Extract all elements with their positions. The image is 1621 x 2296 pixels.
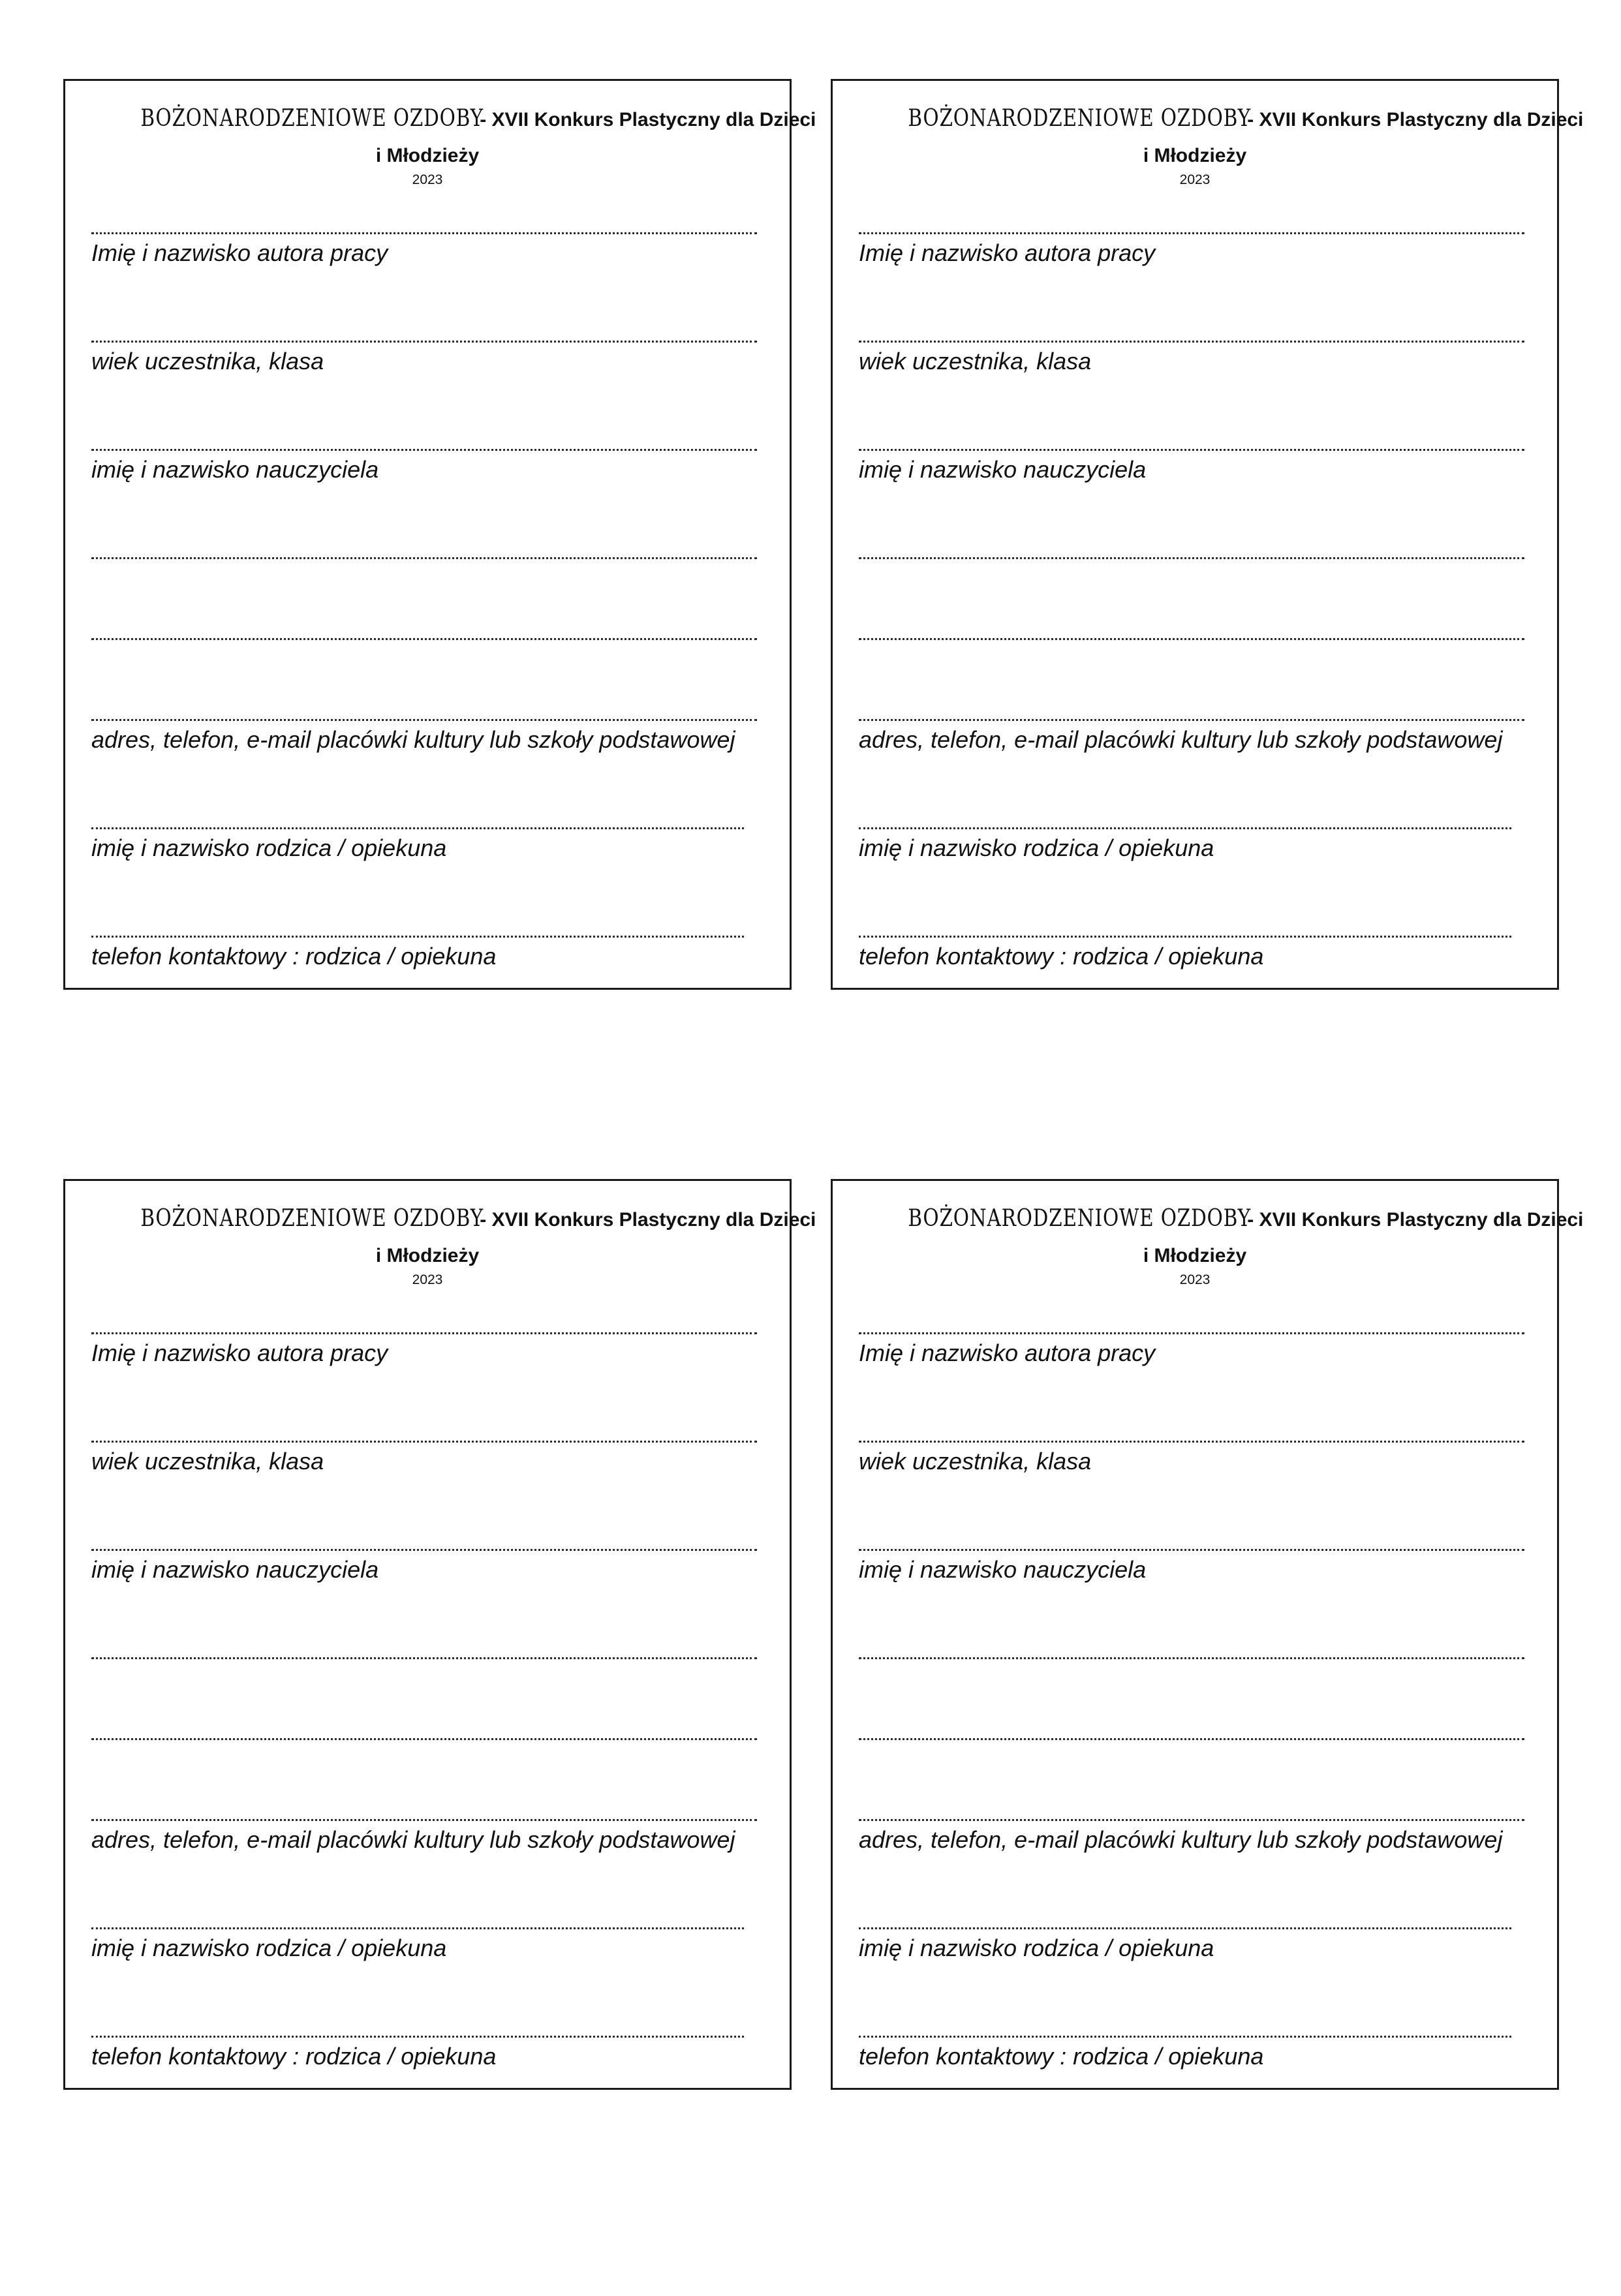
- institution-field-label: adres, telefon, e-mail placówki kultury lub szkoły podstawowej: [859, 726, 1503, 753]
- year: 2023: [412, 172, 443, 187]
- author-field-label: Imię i nazwisko autora pracy: [859, 239, 1156, 266]
- card-header: [65, 1199, 816, 1290]
- teacher-field-label: imię i nazwisko nauczyciela: [91, 456, 379, 483]
- title-decorative: BOŻONARODZENIOWE OZDOBY: [908, 1205, 1251, 1232]
- institution-field-line-3[interactable]: [859, 719, 1524, 721]
- parent-phone-field-line[interactable]: [859, 2036, 1511, 2038]
- parent-phone-field-line[interactable]: [91, 936, 744, 938]
- teacher-field-line[interactable]: [91, 449, 757, 451]
- institution-field-line-2[interactable]: [91, 1738, 757, 1740]
- institution-field-line-3[interactable]: [91, 1819, 757, 1821]
- institution-field-line-1[interactable]: [859, 557, 1524, 559]
- parent-field-label: imię i nazwisko rodzica / opiekuna: [91, 834, 447, 861]
- title-line2: i Młodzieży: [1143, 1245, 1247, 1266]
- institution-field-line-1[interactable]: [91, 557, 757, 559]
- teacher-field-line[interactable]: [91, 1549, 757, 1551]
- parent-field-label: imię i nazwisko rodzica / opiekuna: [859, 834, 1214, 861]
- title-line2: i Młodzieży: [1143, 145, 1247, 166]
- title-contest: - XVII Konkurs Plastyczny dla Dzieci: [1241, 109, 1584, 130]
- title-contest: - XVII Konkurs Plastyczny dla Dzieci: [474, 109, 816, 130]
- year: 2023: [1179, 172, 1211, 187]
- title-contest: - XVII Konkurs Plastyczny dla Dzieci: [1241, 1209, 1584, 1231]
- age-class-field-line[interactable]: [859, 341, 1524, 343]
- parent-field-line[interactable]: [859, 827, 1511, 829]
- title-contest: - XVII Konkurs Plastyczny dla Dzieci: [474, 1209, 816, 1231]
- age-class-field-label: wiek uczestnika, klasa: [859, 1448, 1092, 1475]
- author-field-label: Imię i nazwisko autora pracy: [91, 1339, 388, 1366]
- institution-field-label: adres, telefon, e-mail placówki kultury lub szkoły podstawowej: [91, 1826, 735, 1853]
- author-field-label: Imię i nazwisko autora pracy: [91, 239, 388, 266]
- parent-phone-field-label: telefon kontaktowy : rodzica / opiekuna: [859, 943, 1264, 970]
- parent-field-line[interactable]: [859, 1927, 1511, 1929]
- parent-phone-field-label: telefon kontaktowy : rodzica / opiekuna: [91, 2043, 497, 2070]
- age-class-field-line[interactable]: [859, 1441, 1524, 1443]
- institution-field-line-3[interactable]: [859, 1819, 1524, 1821]
- institution-field-line-2[interactable]: [859, 638, 1524, 640]
- parent-phone-field-line[interactable]: [91, 2036, 744, 2038]
- institution-field-line-2[interactable]: [859, 1738, 1524, 1740]
- institution-field-line-3[interactable]: [91, 719, 757, 721]
- teacher-field-label: imię i nazwisko nauczyciela: [859, 456, 1147, 483]
- year: 2023: [412, 1272, 443, 1287]
- card-header: [833, 1199, 1584, 1290]
- institution-field-label: adres, telefon, e-mail placówki kultury lub szkoły podstawowej: [859, 1826, 1503, 1853]
- age-class-field-label: wiek uczestnika, klasa: [91, 348, 324, 375]
- parent-field-line[interactable]: [91, 1927, 744, 1929]
- author-field-label: Imię i nazwisko autora pracy: [859, 1339, 1156, 1366]
- card-header: [65, 99, 816, 190]
- title-decorative: BOŻONARODZENIOWE OZDOBY: [140, 1205, 484, 1232]
- institution-field-label: adres, telefon, e-mail placówki kultury lub szkoły podstawowej: [91, 726, 735, 753]
- title-line2: i Młodzieży: [375, 1245, 480, 1266]
- age-class-field-label: wiek uczestnika, klasa: [91, 1448, 324, 1475]
- parent-field-line[interactable]: [91, 827, 744, 829]
- teacher-field-line[interactable]: [859, 1549, 1524, 1551]
- age-class-field-label: wiek uczestnika, klasa: [859, 348, 1092, 375]
- institution-field-line-1[interactable]: [91, 1657, 757, 1659]
- author-field-line[interactable]: [91, 232, 757, 234]
- teacher-field-label: imię i nazwisko nauczyciela: [859, 1556, 1147, 1583]
- age-class-field-line[interactable]: [91, 1441, 757, 1443]
- institution-field-line-2[interactable]: [91, 638, 757, 640]
- entry-label-card: [63, 1179, 816, 2090]
- title-decorative: BOŻONARODZENIOWE OZDOBY: [908, 105, 1251, 132]
- parent-field-label: imię i nazwisko rodzica / opiekuna: [859, 1935, 1214, 1961]
- institution-field-line-1[interactable]: [859, 1657, 1524, 1659]
- author-field-line[interactable]: [91, 1332, 757, 1334]
- parent-phone-field-label: telefon kontaktowy : rodzica / opiekuna: [91, 943, 497, 970]
- year: 2023: [1179, 1272, 1211, 1287]
- entry-label-card: [831, 79, 1584, 990]
- title-line2: i Młodzieży: [375, 145, 480, 166]
- entry-label-card: [831, 1179, 1584, 2090]
- card-header: [833, 99, 1584, 190]
- parent-phone-field-label: telefon kontaktowy : rodzica / opiekuna: [859, 2043, 1264, 2070]
- author-field-line[interactable]: [859, 1332, 1524, 1334]
- parent-phone-field-line[interactable]: [859, 936, 1511, 938]
- entry-label-card: [63, 79, 816, 990]
- author-field-line[interactable]: [859, 232, 1524, 234]
- teacher-field-label: imię i nazwisko nauczyciela: [91, 1556, 379, 1583]
- title-decorative: BOŻONARODZENIOWE OZDOBY: [140, 105, 484, 132]
- parent-field-label: imię i nazwisko rodzica / opiekuna: [91, 1935, 447, 1961]
- teacher-field-line[interactable]: [859, 449, 1524, 451]
- age-class-field-line[interactable]: [91, 341, 757, 343]
